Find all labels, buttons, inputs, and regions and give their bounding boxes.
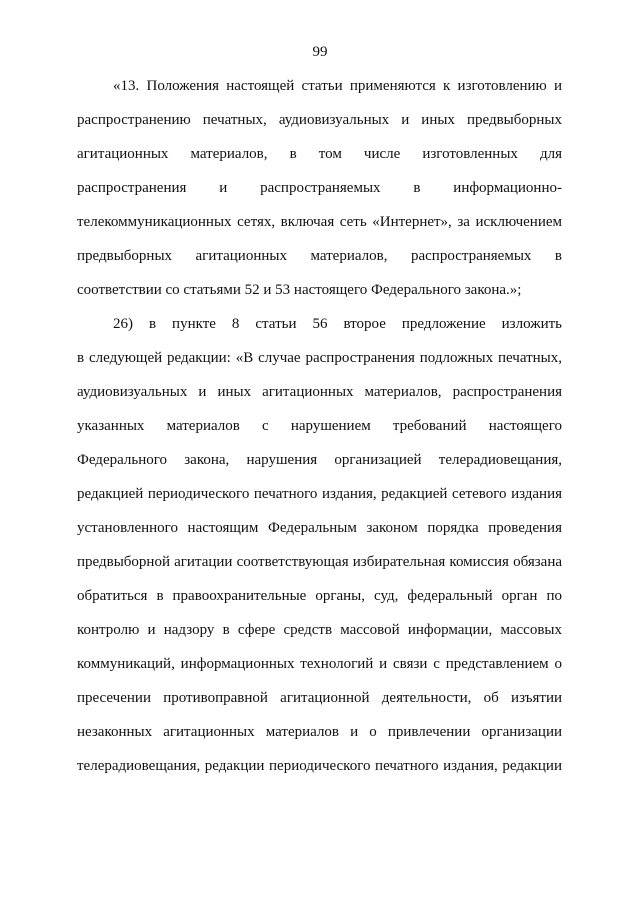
text-line: аудиовизуальных и иных агитационных материалов, распространения	[77, 384, 562, 400]
text-line: телерадиовещания, редакции периодического печатного издания, редакции	[77, 758, 562, 774]
text-line: предвыборной агитации соответствующая избирательная комиссия обязана	[77, 554, 562, 570]
text-line: в следующей редакции: «В случае распространения подложных печатных,	[77, 350, 562, 366]
text-line: «13. Положения настоящей статьи применяются к изготовлению и	[113, 78, 562, 94]
text-line: коммуникаций, информационных технологий и связи с представлением о	[77, 656, 562, 672]
paragraph-item-26	[77, 311, 562, 787]
text-line: телекоммуникационных сетях, включая сеть «Интернет», за исключением	[77, 214, 562, 230]
text-line: указанных материалов с нарушением требований настоящего	[77, 418, 562, 434]
paragraph-item-13	[77, 73, 562, 311]
text-line: 26) в пункте 8 статьи 56 второе предложение изложить	[113, 316, 562, 332]
text-line: агитационных материалов, в том числе изготовленных для	[77, 146, 562, 162]
text-line: установленного настоящим Федеральным законом порядка проведения	[77, 520, 562, 536]
text-line: обратиться в правоохранительные органы, суд, федеральный орган по	[77, 588, 562, 604]
text-line: распространения и распространяемых в информационно-	[77, 180, 562, 196]
text-line: предвыборных агитационных материалов, распространяемых в	[77, 248, 562, 264]
text-line: пресечении противоправной агитационной деятельности, об изъятии	[77, 690, 562, 706]
text-line: Федерального закона, нарушения организацией телерадиовещания,	[77, 452, 562, 468]
text-line: редакцией периодического печатного издания, редакцией сетевого издания	[77, 486, 562, 502]
text-line: незаконных агитационных материалов и о привлечении организации	[77, 724, 562, 740]
text-line: распространению печатных, аудиовизуальных и иных предвыборных	[77, 112, 562, 128]
document-body	[77, 73, 562, 787]
text-line: соответствии со статьями 52 и 53 настоящего Федерального закона.»;	[77, 282, 522, 298]
page-number: 99	[312, 44, 328, 60]
text-line: контролю и надзору в сфере средств массовой информации, массовых	[77, 622, 562, 638]
